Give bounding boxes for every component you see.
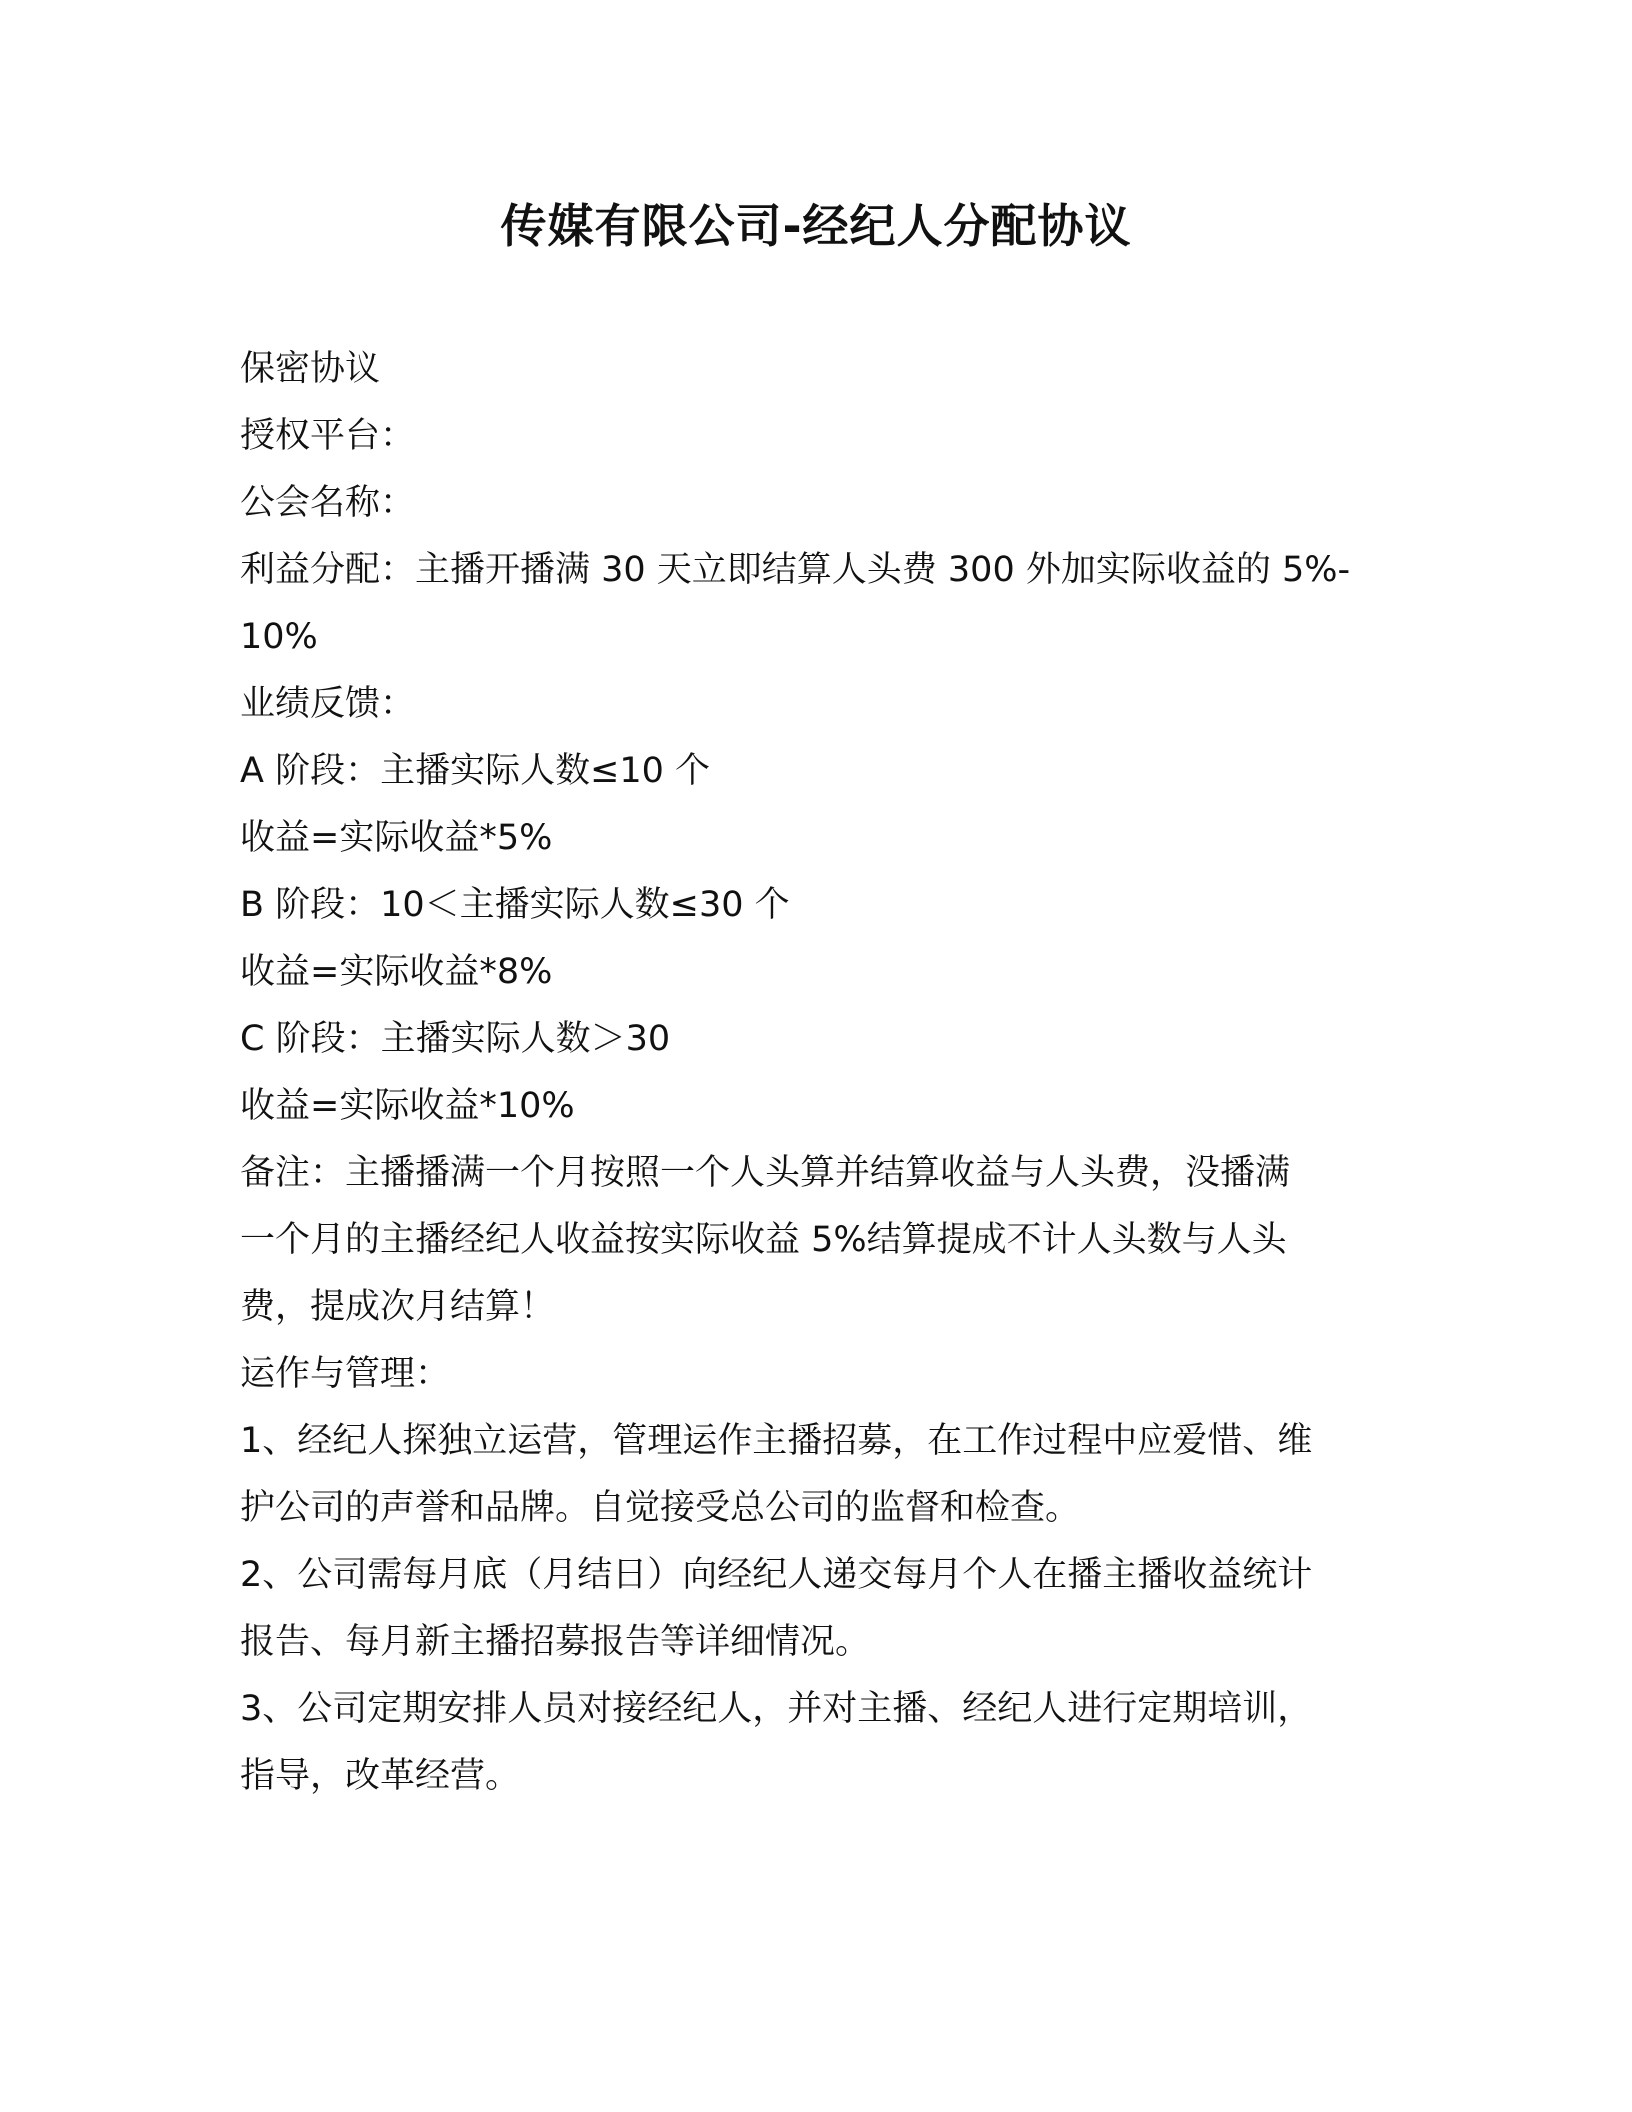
clause-3-line-1: 3、公司定期安排人员对接经纪人，并对主播、经纪人进行定期培训， bbox=[240, 1689, 1313, 1729]
profit-distribution-line-2: 10% bbox=[240, 617, 318, 657]
remark-line-1: 备注：主播播满一个月按照一个人头算并结算收益与人头费，没播满 bbox=[240, 1153, 1291, 1193]
clause-3-line-2: 指导，改革经营。 bbox=[240, 1756, 521, 1796]
remark-line-2: 一个月的主播经纪人收益按实际收益 5%结算提成不计人头数与人头 bbox=[240, 1220, 1287, 1260]
performance-feedback-heading: 业绩反馈： bbox=[240, 684, 416, 724]
field-guild-name: 公会名称： bbox=[240, 483, 416, 523]
remark-line-3: 费，提成次月结算！ bbox=[240, 1287, 556, 1327]
clause-1-line-2: 护公司的声誉和品牌。自觉接受总公司的监督和检查。 bbox=[240, 1488, 1081, 1528]
clause-2-line-1: 2、公司需每月底（月结日）向经纪人递交每月个人在播主播收益统计 bbox=[240, 1555, 1313, 1595]
document-body bbox=[240, 336, 1400, 1810]
stage-a-revenue: 收益=实际收益*5% bbox=[240, 818, 553, 858]
stage-a-condition: A 阶段：主播实际人数≤10 个 bbox=[240, 751, 711, 791]
stage-b-condition: B 阶段：10＜主播实际人数≤30 个 bbox=[240, 885, 790, 925]
field-authorized-platform: 授权平台： bbox=[240, 416, 416, 456]
clause-1-line-1: 1、经纪人探独立运营，管理运作主播招募，在工作过程中应爱惜、维 bbox=[240, 1421, 1313, 1461]
stage-b-revenue: 收益=实际收益*8% bbox=[240, 952, 553, 992]
stage-c-condition: C 阶段：主播实际人数＞30 bbox=[240, 1019, 671, 1059]
section-confidentiality-heading: 保密协议 bbox=[240, 349, 381, 389]
stage-c-revenue: 收益=实际收益*10% bbox=[240, 1086, 575, 1126]
operation-management-heading: 运作与管理： bbox=[240, 1354, 451, 1394]
document-title: 传媒有限公司-经纪人分配协议 bbox=[500, 199, 1132, 253]
clause-2-line-2: 报告、每月新主播招募报告等详细情况。 bbox=[240, 1622, 871, 1662]
profit-distribution-line-1: 利益分配：主播开播满 30 天立即结算人头费 300 外加实际收益的 5%- bbox=[240, 550, 1351, 590]
